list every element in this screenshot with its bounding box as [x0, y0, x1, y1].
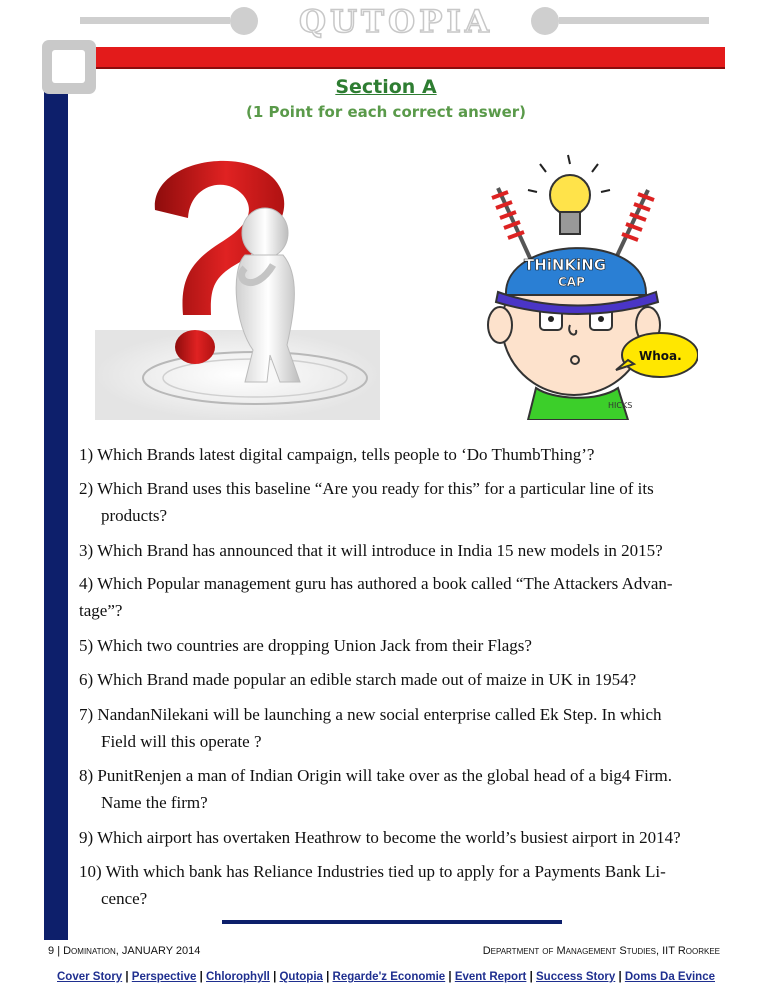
question-text: Which two countries are dropping Union Jack from their Flags? [97, 636, 532, 655]
question-item [79, 632, 719, 659]
page-number: 9 [48, 945, 55, 957]
question-item [79, 537, 719, 564]
question-text: Which Brand made popular an edible starch made out of maize in UK in 1954? [97, 670, 637, 689]
header-dot-left [230, 7, 258, 35]
question-text-continued: Field will this operate ? [101, 732, 262, 751]
question-item [79, 666, 719, 693]
question-item [79, 762, 719, 816]
question-number: 9) [79, 828, 94, 847]
section-subtitle: (1 Point for each correct answer) [245, 103, 527, 121]
nav-link-perspective[interactable]: Perspective [131, 971, 197, 983]
header-line-right [559, 17, 709, 24]
question-item [79, 824, 719, 851]
issue-date: JANUARY 2014 [121, 945, 201, 957]
question-text-continued: Name the firm? [101, 793, 208, 812]
question-item [79, 701, 719, 755]
nav-link-event-report[interactable]: Event Report [454, 971, 527, 983]
question-number: 3) [79, 541, 94, 560]
cap-text-line-2: CAP [558, 275, 585, 289]
corner-frame-inner [52, 50, 85, 83]
question-text-continued: tage”? [79, 601, 123, 620]
section-nav-links: Cover Story | Perspective | Chlorophyll | Qutopia | Regarde'z Economie | Event Report | Success Story | Doms Da Evince [57, 971, 715, 983]
question-number: 1) [79, 445, 94, 464]
question-number: 5) [79, 636, 94, 655]
question-mark-figure-image [95, 150, 380, 420]
left-navy-bar [44, 62, 68, 940]
artist-signature: HICKS [608, 401, 633, 410]
question-item [79, 475, 719, 529]
question-number: 8) [79, 766, 94, 785]
question-text: Which Popular management guru has authored a book called “The Attackers Advan- [97, 574, 673, 593]
question-text: NandanNilekani will be launching a new social enterprise called Ek Step. In which [97, 705, 662, 724]
question-number: 7) [79, 705, 94, 724]
nav-link-regardez-economie[interactable]: Regarde'z Economie [332, 971, 446, 983]
question-text: PunitRenjen a man of Indian Origin will take over as the global head of a big4 Firm. [97, 766, 672, 785]
footer-separator: | [57, 945, 64, 957]
question-number: 4) [79, 574, 94, 593]
header-dot-right [531, 7, 559, 35]
magazine-name: Domination [63, 945, 116, 957]
footer-page-info [48, 945, 200, 957]
nav-link-chlorophyll[interactable]: Chlorophyll [205, 971, 270, 983]
question-item [79, 441, 719, 468]
question-item [79, 858, 719, 912]
nav-link-doms-da-evince[interactable]: Doms Da Evince [624, 971, 715, 983]
header-red-bar [92, 47, 725, 69]
question-number: 6) [79, 670, 94, 689]
header-line-left [80, 17, 230, 24]
thinking-cap-cartoon-image [478, 150, 698, 420]
question-text-continued: cence? [101, 889, 148, 908]
footer-comma: , [115, 945, 122, 957]
magazine-section-brand: QUTOPIA [299, 4, 493, 40]
question-text-continued: products? [101, 506, 168, 525]
question-number: 2) [79, 479, 94, 498]
section-title: Section A [335, 76, 437, 98]
question-text: Which Brand has announced that it will introduce in India 15 new models in 2015? [97, 541, 663, 560]
nav-link-success-story[interactable]: Success Story [536, 971, 616, 983]
nav-link-cover-story[interactable]: Cover Story [57, 971, 123, 983]
question-text: Which Brand uses this baseline “Are you ready for this” for a particular line of its [97, 479, 654, 498]
nav-link-qutopia[interactable]: Qutopia [279, 971, 323, 983]
question-item [79, 570, 719, 624]
question-text: Which airport has overtaken Heathrow to become the world’s busiest airport in 2014? [97, 828, 681, 847]
whoa-bubble-text: Whoa. [639, 349, 682, 363]
department-name: Department of Management Studies, IIT Roorkee [482, 945, 720, 957]
question-number: 10) [79, 862, 102, 881]
cap-text-line-1: THiNKiNG [524, 256, 607, 274]
content-end-rule [222, 920, 562, 924]
question-text: With which bank has Reliance Industries tied up to apply for a Payments Bank Li- [105, 862, 666, 881]
question-text: Which Brands latest digital campaign, tells people to ‘Do ThumbThing’? [97, 445, 595, 464]
